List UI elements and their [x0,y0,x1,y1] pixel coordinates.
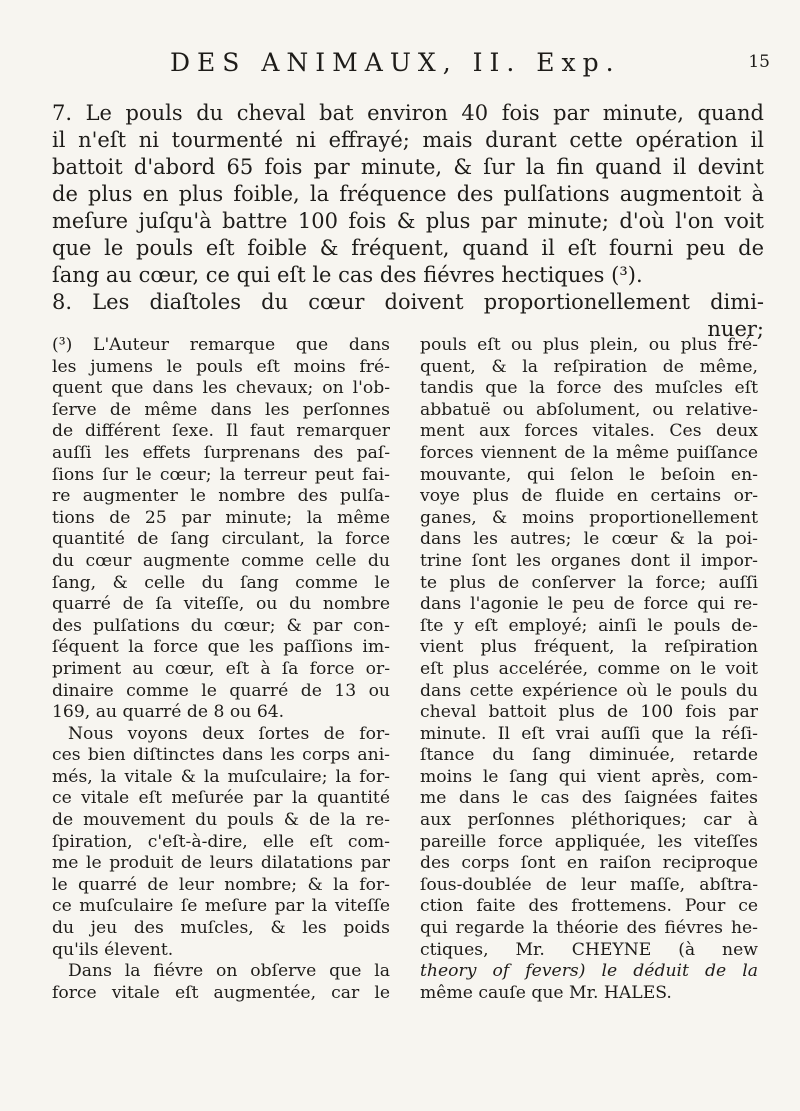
footnote-line: des pulſations du cœur; & par con- [52,615,390,636]
footnote-line: dans l'agonie le peu de force qui re- [420,594,758,615]
footnote-line: dans les autres; le cœur & la poi- [420,529,758,550]
main-text [52,100,764,343]
footnote-right-column [420,335,758,1004]
footnote-line: du jeu des muſcles, & les poids [52,918,390,939]
footnote-line: ſions ſur le cœur; la terreur peut fai- [52,464,390,485]
footnote-line: même cauſe que Mr. HALES. [420,982,672,1003]
main-line: ſang au cœur, ce qui eſt le cas des fiévres hectiques (³). [52,263,643,287]
footnote-line: tions de 25 par minute; la même [52,507,390,528]
footnote-line: me dans le cas des ſaignées faites [420,788,758,809]
footnote-line: te plus de conſerver la force; auſſi [420,572,758,593]
footnote-line: auſſi les effets ſurprenans des paſ- [52,442,390,463]
footnote-line: re augmenter le nombre des pulſa- [52,486,390,507]
footnote-line: ſang, & celle du ſang comme le [52,572,390,593]
catchword: nuer; [707,317,764,341]
footnote-line: vient plus fréquent, la reſpiration [420,637,758,658]
footnote-line: quantité de ſang circulant, la force [52,529,390,550]
main-line: 7. Le pouls du cheval bat environ 40 fois par minute, quand [52,101,764,125]
footnote-line: du cœur augmente comme celle du [52,550,390,571]
footnote-line: ces bien diſtinctes dans les corps ani- [52,745,390,766]
footnote-line: priment au cœur, eſt à ſa force or- [52,658,390,679]
main-line: 8. Les diaſtoles du cœur doivent proportionellement dimi- [52,290,764,314]
footnote-line: Dans la fiévre on obſerve que la [68,961,390,982]
footnote-line: pouls eſt ou plus plein, ou plus fré- [420,335,758,355]
main-line: il n'eſt ni tourmenté ni effrayé; mais durant cette opération il [52,128,764,152]
footnote-line: 169, au quarré de 8 ou 64. [52,702,285,723]
footnote-line: eſt plus accelérée, comme on le voit [420,658,758,679]
footnote-line: ſéquent la force que les paſſions im- [52,637,390,658]
main-line: que le pouls eſt foible & fréquent, quand il eſt fourni peu de [52,236,764,260]
footnote-line: abbatuë ou abſolument, ou relative- [420,399,758,420]
footnote-line: theory of fevers) le déduit de la [420,961,758,982]
footnote-line: forces viennent de la même puiſſance [420,442,758,463]
footnote-line: qu'ils élevent. [52,939,174,960]
main-line: battoit d'abord 65 fois par minute, & ſur la fin quand il devint [52,155,764,179]
footnote-line: aux perſonnes pléthoriques; car à [420,810,758,831]
footnote-line: ſous-doublée de leur maſſe, abſtra- [420,874,758,895]
footnote-line: dinaire comme le quarré de 13 ou [52,680,390,701]
footnote-line: des corps ſont en raiſon reciproque [420,853,758,874]
footnote-line: voye plus de fluide en certains or- [420,486,758,507]
footnote-line: cheval battoit plus de 100 fois par [420,702,758,723]
footnote-line: Nous voyons deux ſortes de for- [68,723,390,744]
footnote-line: quent, & la reſpiration de même, [420,356,758,377]
footnote-line: pareille force appliquée, les viteſſes [420,831,758,852]
footnote-left-column [52,335,390,1004]
page-number: 15 [748,52,770,72]
footnote-line: qui regarde la théorie des fiévres he- [420,918,758,939]
footnote-line: minute. Il eſt vrai auſſi que la réſi- [420,723,758,744]
footnote-line: ſerve de même dans les perſonnes [52,399,390,420]
footnote-line: ce vitale eſt meſurée par la quantité [52,788,390,809]
footnote-line: de mouvement du pouls & de la re- [52,810,390,831]
main-line: de plus en plus foible, la fréquence des pulſations augmentoit à [52,182,764,206]
main-line: meſure juſqu'à battre 100 fois & plus par minute; d'où l'on voit [52,209,764,233]
footnote-line: més, la vitale & la muſculaire; la for- [52,766,390,787]
footnote-line: dans cette expérience où le pouls du [420,680,758,701]
footnote-line: ſte y eſt employé; ainſi le pouls de- [420,615,758,636]
footnote-line: trine ſont les organes dont il impor- [420,550,758,571]
footnote-line: ce muſculaire ſe meſure par la viteſſe [52,896,390,917]
footnote-line: ment aux forces vitales. Ces deux [420,421,758,442]
footnote-line: les jumens le pouls eſt moins fré- [52,356,390,377]
footnote-line: tandis que la force des muſcles eſt [420,378,758,399]
footnote-line: ganes, & moins proportionellement [420,507,758,528]
footnote-line: ſpiration, c'eſt-à-dire, elle eſt com- [52,831,390,852]
footnote-line: moins le ſang qui vient après, com- [420,766,758,787]
running-title: DES ANIMAUX, II. Exp. [170,48,621,77]
footnote-line: force vitale eſt augmentée, car le [52,982,390,1003]
footnote-line: mouvante, qui ſelon le beſoin en- [420,464,758,485]
footnote-line: de différent ſexe. Il faut remarquer [52,421,390,442]
footnote-line: ction faite des frottemens. Pour ce [420,896,758,917]
footnote-line: me le produit de leurs dilatations par [52,853,390,874]
footnote-line: (³) L'Auteur remarque que dans [52,335,390,355]
footnote-line: quarré de ſa viteſſe, ou du nombre [52,594,390,615]
running-head [170,48,770,77]
footnote-line: ctiques, Mr. CHEYNE (à new [420,939,758,960]
footnote-line: le quarré de leur nombre; & la for- [52,874,390,895]
footnote-line: ſtance du ſang diminuée, retarde [420,745,758,766]
footnote-line: quent que dans les chevaux; on l'ob- [52,378,390,399]
